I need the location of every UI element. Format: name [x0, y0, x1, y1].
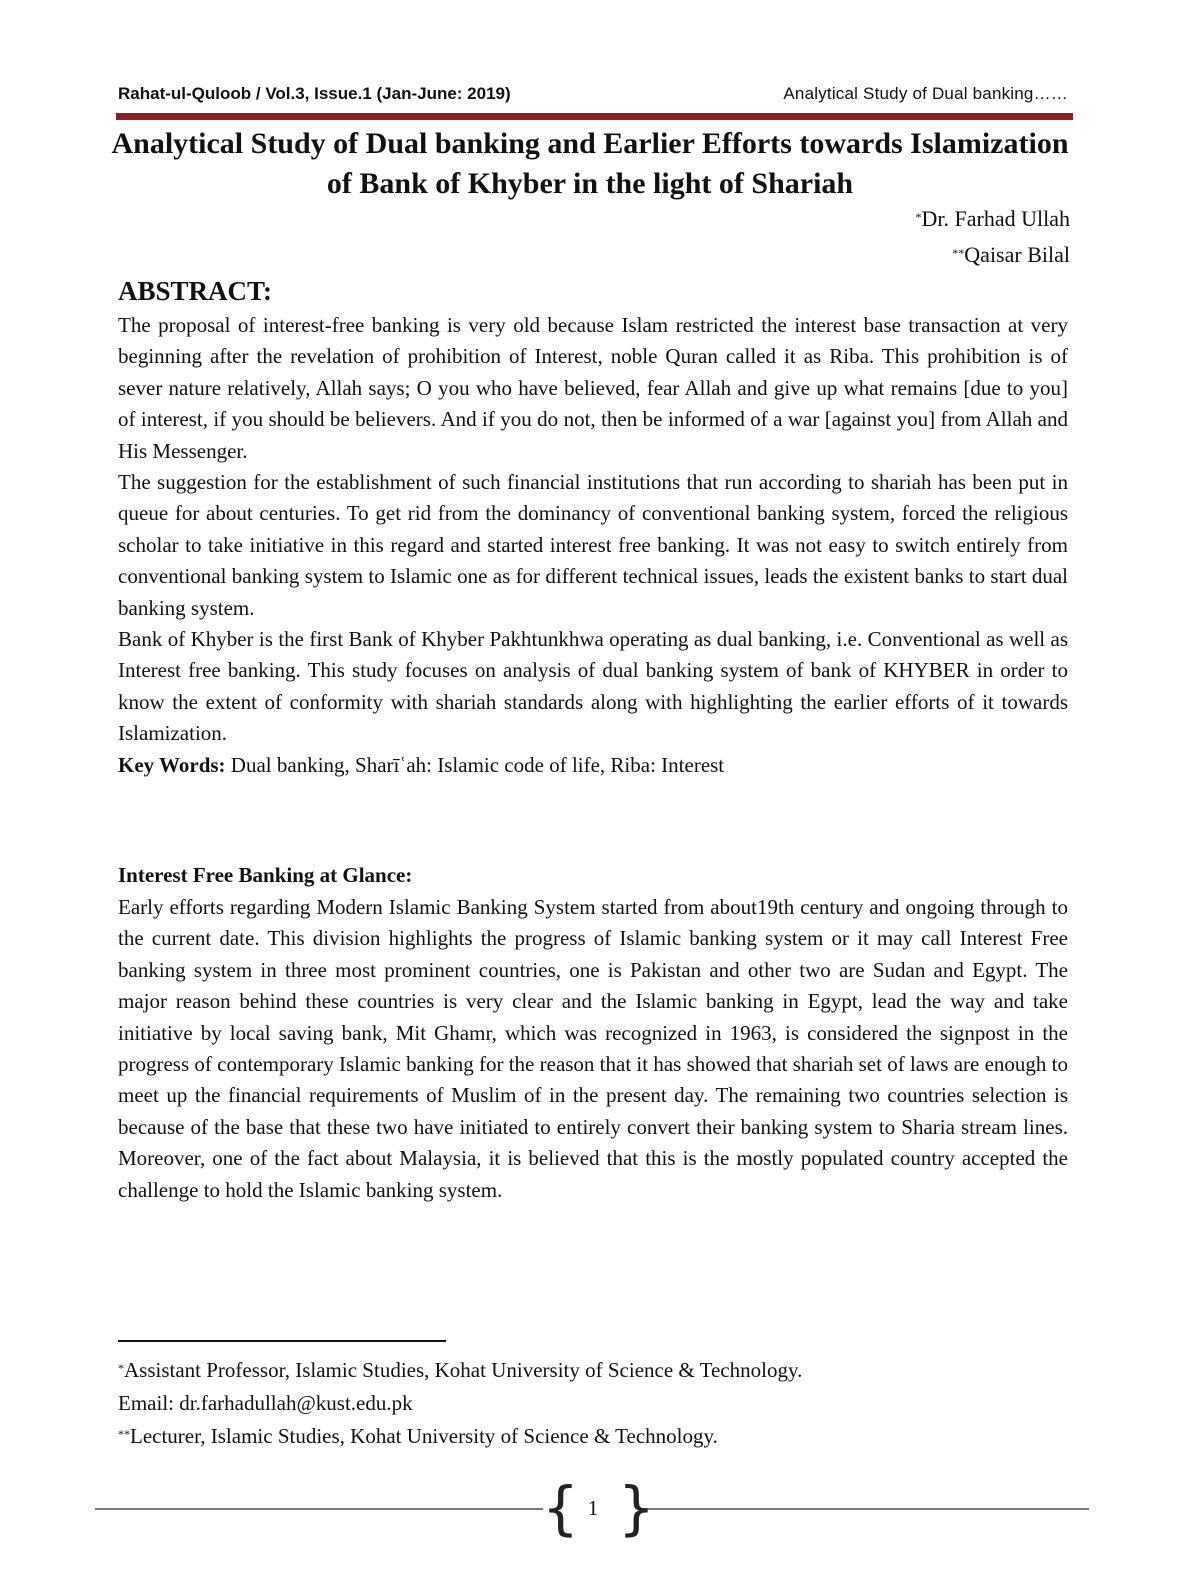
- footnote-2: [118, 1420, 1068, 1453]
- author-2-name: Qaisar Bilal: [964, 242, 1070, 267]
- footer-rule-right: [641, 1508, 1089, 1510]
- abstract-body: [118, 310, 1068, 781]
- author-1: [916, 204, 1070, 234]
- abstract-heading: ABSTRACT:: [118, 276, 273, 306]
- author-1-name: Dr. Farhad Ullah: [921, 206, 1070, 231]
- running-header: [118, 84, 1068, 114]
- right-brace-ornament: }: [618, 1474, 655, 1542]
- abstract-paragraph-1: The proposal of interest-free banking is very old because Islam restricted the interest base transaction at very beginning after the revelation of prohibition of Interest, noble Quran called it as Riba. This prohibition is of sever nature relatively, Allah says; O you who have believed, fear Allah and give up what remains [due to you] of interest, if you should be believers. And if you do not, then be informed of a war [against you] from Allah and His Messenger.: [118, 313, 1068, 463]
- footnote-email-text: Email: dr.farhadullah@kust.edu.pk: [118, 1391, 413, 1415]
- keywords-label: Key Words:: [118, 752, 226, 777]
- short-title: Analytical Study of Dual banking……: [783, 84, 1068, 103]
- page-number: 1: [587, 1496, 599, 1520]
- abstract-paragraph-3: Bank of Khyber is the first Bank of Khyber Pakhtunkhwa operating as dual banking, i.e. Conventional as well as Interest free banking. This study focuses on analysis of dual banking system of bank of KHYBER in order to know the extent of conformity with shariah standards along with highlighting the earlier efforts of it towards Islamization.: [118, 627, 1068, 746]
- author-2: [952, 240, 1070, 270]
- footnote-1-text: Assistant Professor, Islamic Studies, Kohat University of Science & Technology.: [124, 1358, 803, 1382]
- author-2-mark: **: [952, 246, 965, 260]
- section-heading: Interest Free Banking at Glance:: [118, 863, 413, 887]
- abstract-paragraph-2: The suggestion for the establishment of such financial institutions that run according to shariah has been put in queue for about centuries. To get rid from the dominancy of conventional banking system, forced the religious scholar to take initiative in this regard and started interest free banking. It was not easy to switch entirely from conventional banking system to Islamic one as for different technical issues, leads the existent banks to start dual banking system.: [118, 470, 1068, 620]
- footnotes: [118, 1354, 1068, 1453]
- footnote-2-text: Lecturer, Islamic Studies, Kohat University of Science & Technology.: [130, 1424, 718, 1448]
- section-paragraph: Early efforts regarding Modern Islamic Banking System started from about19th century and ongoing through to the current date. This division highlights the progress of Islamic banking system or it may call Interest Free banking system in three most prominent countries, one is Pakistan and other two are Sudan and Egypt. The major reason behind these countries is very clear and the Islamic banking in Egypt, lead the way and take initiative by local saving bank, Mit Ghamr, which was recognized in 1963, is considered the signpost in the progress of contemporary Islamic banking for the reason that it has showed that shariah set of laws are enough to meet up the financial requirements of Muslim of in the present day. The remaining two countries selection is because of the base that these two have initiated to entirely convert their banking system to Sharia stream lines. Moreover, one of the fact about Malaysia, it is believed that this is the mostly populated country accepted the challenge to hold the Islamic banking system.: [118, 895, 1068, 1202]
- paper-title: Analytical Study of Dual banking and Earlier Efforts towards Islamization of Bank of Khyber in the light of Shariah: [111, 127, 1069, 200]
- journal-info: Rahat-ul-Quloob / Vol.3, Issue.1 (Jan-June: 2019): [118, 84, 511, 103]
- footnote-1: [118, 1354, 1068, 1387]
- keywords-line: [118, 750, 1068, 781]
- header-rule: [116, 113, 1073, 120]
- footnote-2-mark: **: [118, 1427, 130, 1441]
- author-1-mark: *: [915, 210, 922, 224]
- left-brace-ornament: {: [542, 1474, 579, 1542]
- footnote-email: [118, 1387, 1068, 1420]
- footnote-rule: [118, 1340, 446, 1342]
- footer-rule-left: [95, 1508, 543, 1510]
- section-body: [118, 892, 1068, 1206]
- footnote-1-mark: *: [118, 1361, 124, 1375]
- keywords-text: Dual banking, Sharīʿah: Islamic code of life, Riba: Interest: [230, 752, 725, 777]
